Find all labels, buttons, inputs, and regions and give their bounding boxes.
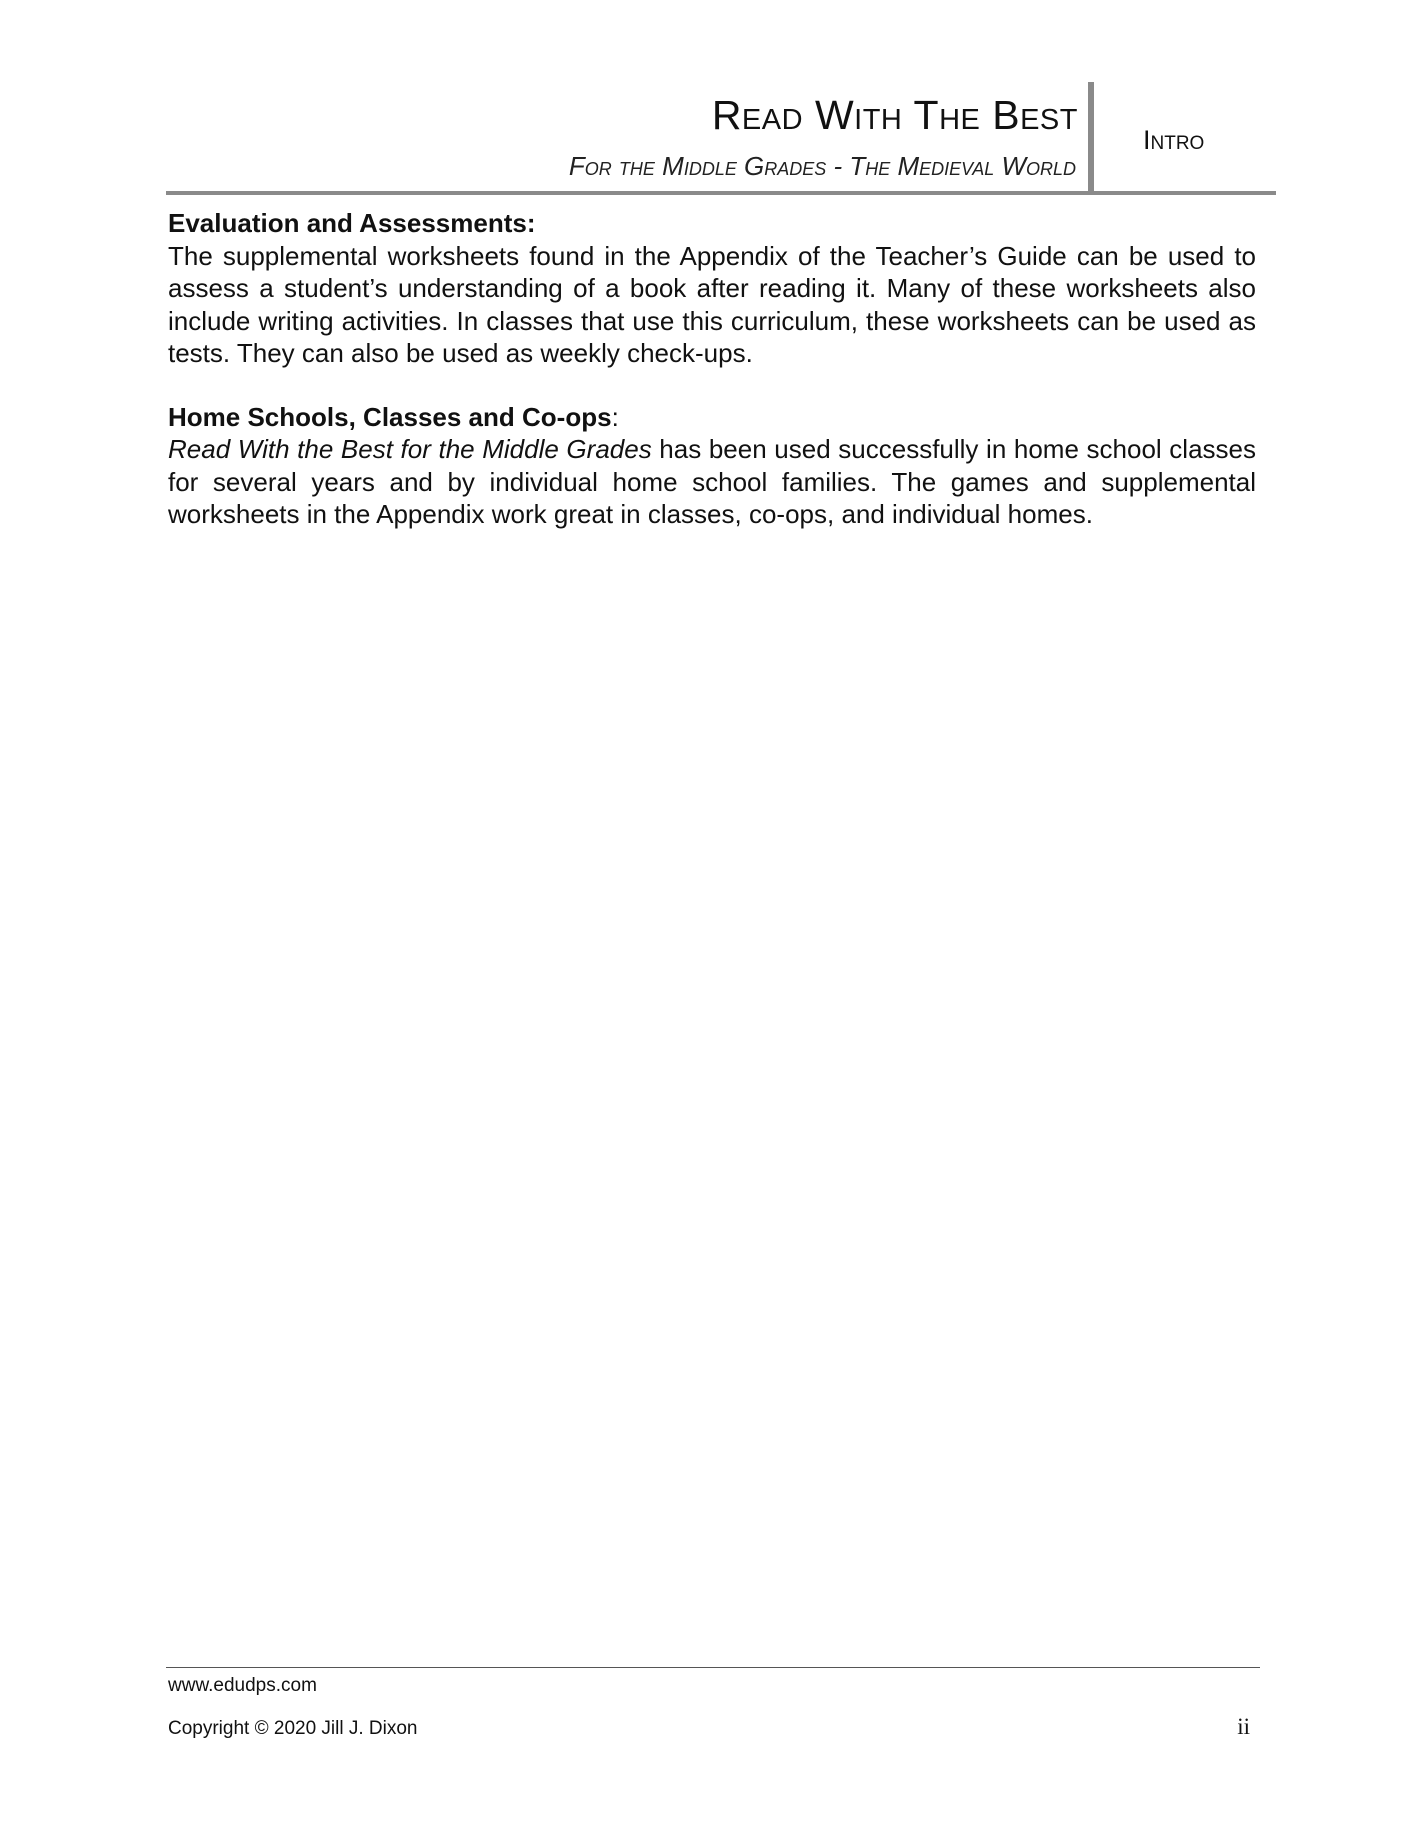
footer-copyright: Copyright © 2020 Jill J. Dixon: [168, 1718, 418, 1739]
section-body: [168, 240, 1256, 370]
subtitle-era: The Medieval World: [849, 151, 1076, 181]
section-body-italic: Read With the Best for the Middle Grades: [168, 434, 652, 464]
section-heading-text: Home Schools, Classes and Co-ops: [168, 401, 612, 432]
header-horizontal-divider: [166, 191, 1276, 195]
header-vertical-divider: [1088, 82, 1094, 195]
section-heading: [168, 401, 1256, 434]
subtitle-separator: -: [826, 151, 850, 181]
footer-website: www.edudps.com: [168, 1675, 317, 1696]
book-title: Read With The Best: [711, 92, 1078, 138]
section-heading-suffix: :: [611, 401, 619, 432]
section-label: Intro: [1143, 125, 1205, 155]
book-subtitle: [569, 151, 1076, 182]
section-evaluation: [168, 207, 1256, 370]
section-body: [168, 433, 1256, 531]
section-body-text: has been used successfully in home school classes for several years and by individual home school families. The games and supplemental worksheets in the Appendix work great in classes, co-ops, and individual homes.: [168, 434, 1256, 529]
subtitle-main: For the Middle Grades: [568, 151, 827, 181]
section-heading: [168, 207, 1256, 240]
page-content: [168, 207, 1256, 531]
section-heading-text: Evaluation and Assessments:: [168, 208, 536, 238]
page-number: ii: [1237, 1714, 1250, 1739]
section-home-schools: [168, 401, 1256, 531]
section-body-text: The supplemental worksheets found in the Appendix of the Teacher’s Guide can be used to assess a student’s understanding of a book after reading it. Many of these worksheets also include writing activities. In classes that use this curriculum, these worksheets can be used as tests. They can also be used as weekly check-ups.: [168, 240, 1256, 368]
footer-divider: [166, 1667, 1260, 1668]
